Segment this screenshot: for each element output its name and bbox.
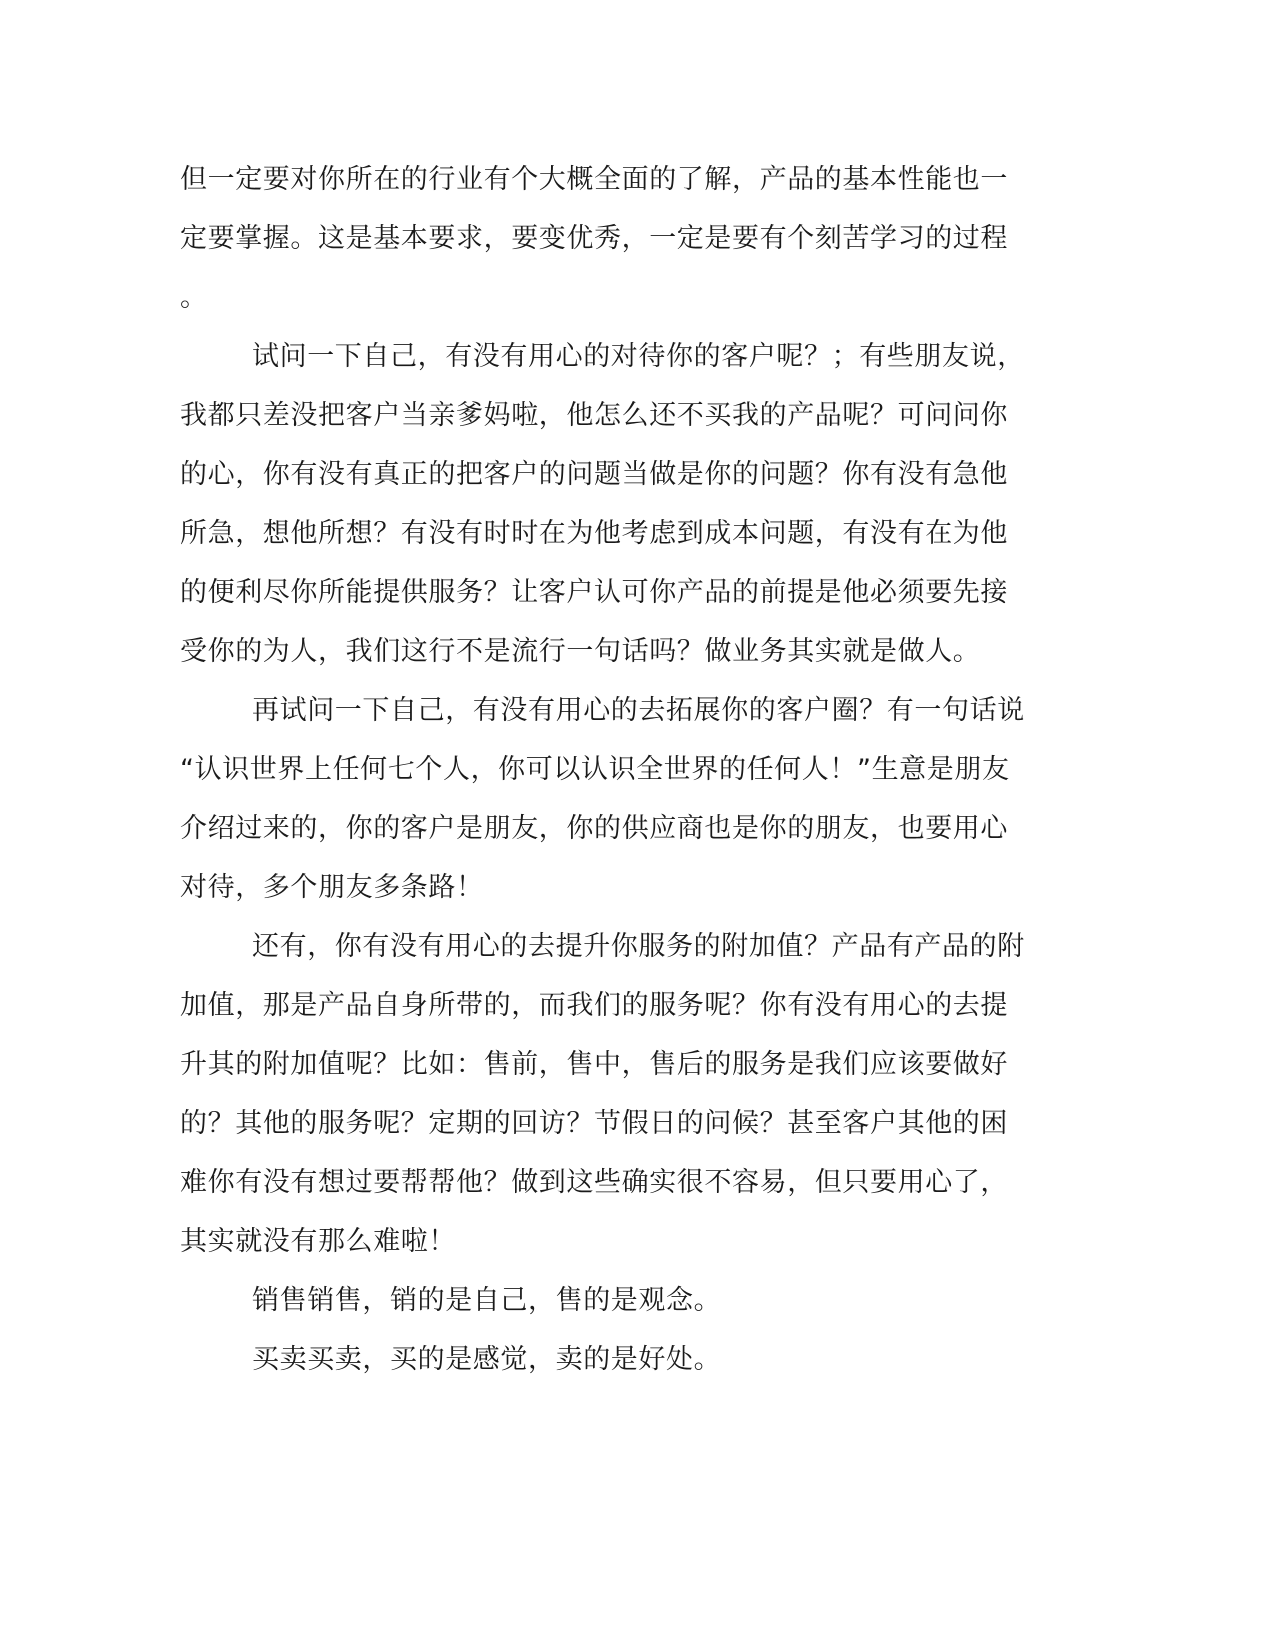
paragraph-start-line: 销售销售，销的是自己，售的是观念。 [252,1285,722,1316]
text-line: 难你有没有想过要帮帮他？做到这些确实很不容易，但只要用心了， [180,1167,1008,1198]
text-line: 受你的为人，我们这行不是流行一句话吗？做业务其实就是做人。 [180,636,981,667]
text-line: 的便利尽你所能提供服务？让客户认可你产品的前提是他必须要先接 [180,577,1008,608]
document-body [180,150,1030,1389]
text-line: 。 [180,282,208,313]
paragraph-start-line: 还有，你有没有用心的去提升你服务的附加值？产品有产品的附 [252,931,1025,962]
text-line: 其实就没有那么难啦！ [180,1226,456,1257]
paragraph-start-line: 试问一下自己，有没有用心的对待你的客户呢？；有些朋友说， [252,341,1025,372]
paragraph-start-line: 再试问一下自己，有没有用心的去拓展你的客户圈？有一句话说 [252,695,1025,726]
text-line: 加值，那是产品自身所带的，而我们的服务呢？你有没有用心的去提 [180,990,1008,1021]
text-line: 升其的附加值呢？比如：售前，售中，售后的服务是我们应该要做好 [180,1049,1008,1080]
text-line: 的？其他的服务呢？定期的回访？节假日的问候？甚至客户其他的困 [180,1108,1008,1139]
text-line: 我都只差没把客户当亲爹妈啦，他怎么还不买我的产品呢？可问问你 [180,400,1008,431]
text-line: “认识世界上任何七个人，你可以认识全世界的任何人！”生意是朋友 [180,754,1010,785]
text-line: 介绍过来的，你的客户是朋友，你的供应商也是你的朋友，也要用心 [180,813,1008,844]
text-line: 所急，想他所想？有没有时时在为他考虑到成本问题，有没有在为他 [180,518,1008,549]
text-line: 但一定要对你所在的行业有个大概全面的了解，产品的基本性能也一 [180,164,1008,195]
text-line: 对待，多个朋友多条路！ [180,872,484,903]
text-line: 定要掌握。这是基本要求，要变优秀，一定是要有个刻苦学习的过程 [180,223,1008,254]
paragraph-start-line: 买卖买卖，买的是感觉，卖的是好处。 [252,1344,722,1375]
text-line: 的心，你有没有真正的把客户的问题当做是你的问题？你有没有急他 [180,459,1008,490]
